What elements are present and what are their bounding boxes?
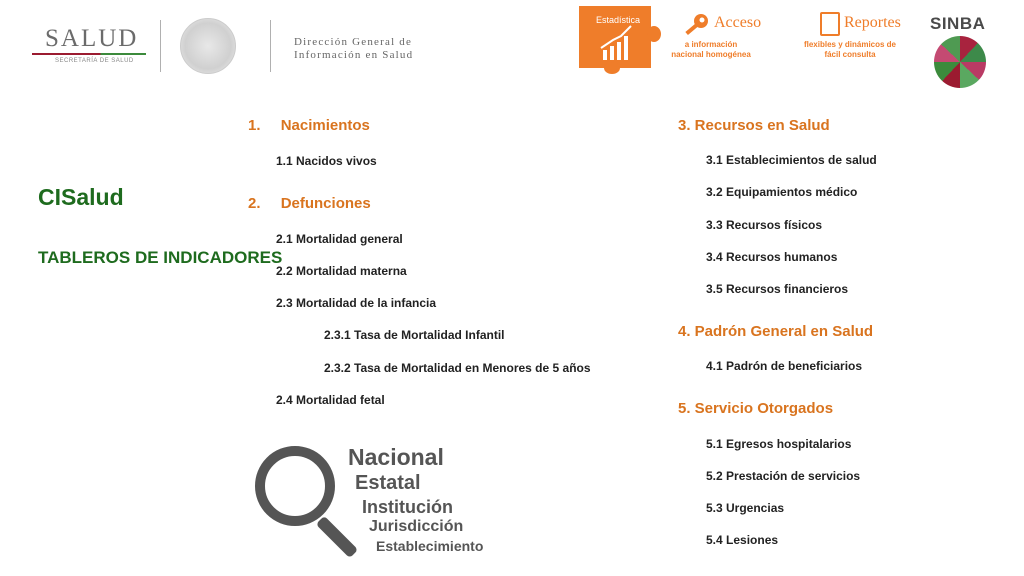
level-institucion: Institución	[362, 497, 453, 517]
puzzle-knob	[647, 26, 661, 42]
link-padron-beneficiarios[interactable]: 4.1 Padrón de beneficiarios	[706, 359, 863, 373]
salud-logo-line	[32, 53, 146, 55]
acceso-title: Acceso	[714, 14, 762, 31]
salud-logo-sub: SECRETARÍA DE SALUD	[55, 58, 134, 64]
magnifier-icon	[255, 446, 335, 526]
page-subtitle: TABLEROS DE INDICADORES	[38, 248, 283, 267]
dgis-logo	[294, 36, 413, 62]
link-egresos-hospitalarios[interactable]: 5.1 Egresos hospitalarios	[706, 437, 852, 451]
header-divider	[270, 20, 271, 72]
link-mortalidad-materna[interactable]: 2.2 Mortalidad materna	[276, 264, 407, 278]
header-divider	[160, 20, 161, 72]
magnifier-handle	[316, 516, 358, 558]
key-icon	[682, 12, 710, 40]
link-equipamientos[interactable]: 3.2 Equipamientos médico	[706, 185, 858, 199]
clipboard-icon	[820, 12, 840, 36]
link-prestacion-servicios[interactable]: 5.2 Prestación de servicios	[706, 469, 861, 483]
level-establecimiento: Establecimiento	[376, 538, 484, 554]
sinba-title: SINBA	[930, 14, 986, 33]
link-recursos-financieros[interactable]: 3.5 Recursos financieros	[706, 282, 849, 296]
reportes-title: Reportes	[844, 14, 901, 31]
section-title: Defunciones	[280, 195, 371, 212]
link-establecimientos[interactable]: 3.1 Establecimientos de salud	[706, 153, 877, 167]
link-recursos-fisicos[interactable]: 3.3 Recursos físicos	[706, 218, 823, 232]
section-servicios[interactable]: 5. Servicio Otorgados	[678, 400, 834, 417]
dgis-line1: Dirección General de	[294, 36, 413, 48]
section-padron[interactable]: 4. Padrón General en Salud	[678, 323, 874, 340]
section-nacimientos[interactable]	[248, 117, 370, 134]
link-mortalidad-general[interactable]: 2.1 Mortalidad general	[276, 232, 403, 246]
section-title: Nacimientos	[280, 117, 370, 134]
link-mortalidad-fetal[interactable]: 2.4 Mortalidad fetal	[276, 393, 385, 407]
level-estatal: Estatal	[355, 472, 421, 494]
puzzle-knob	[604, 62, 620, 74]
section-defunciones[interactable]	[248, 195, 371, 212]
page-title: CISalud	[38, 184, 124, 210]
link-nacidos-vivos[interactable]: 1.1 Nacidos vivos	[276, 154, 377, 168]
section-recursos-salud[interactable]: 3. Recursos en Salud	[678, 117, 830, 134]
dgis-line2: Información en Salud	[294, 49, 414, 61]
acceso-desc: a información nacional homogénea	[671, 40, 751, 59]
national-seal-icon	[180, 18, 236, 74]
salud-logo-word: SALUD	[45, 25, 139, 52]
link-urgencias[interactable]: 5.3 Urgencias	[706, 501, 785, 515]
reportes-desc: flexibles y dinámicos de fácil consulta	[803, 40, 897, 59]
link-recursos-humanos[interactable]: 3.4 Recursos humanos	[706, 250, 838, 264]
section-number: 1.	[248, 117, 261, 134]
estadistica-label: Estadística	[596, 15, 641, 25]
level-nacional: Nacional	[348, 444, 444, 470]
level-jurisdiccion: Jurisdicción	[369, 518, 464, 535]
section-number: 2.	[248, 195, 261, 212]
sinba-globe-icon	[934, 36, 986, 88]
link-tasa-mortalidad-infantil[interactable]: 2.3.1 Tasa de Mortalidad Infantil	[324, 328, 505, 342]
link-tasa-mortalidad-menores-5[interactable]: 2.3.2 Tasa de Mortalidad en Menores de 5 años	[324, 361, 591, 375]
link-lesiones[interactable]: 5.4 Lesiones	[706, 533, 779, 547]
link-mortalidad-infancia[interactable]: 2.3 Mortalidad de la infancia	[276, 296, 437, 310]
